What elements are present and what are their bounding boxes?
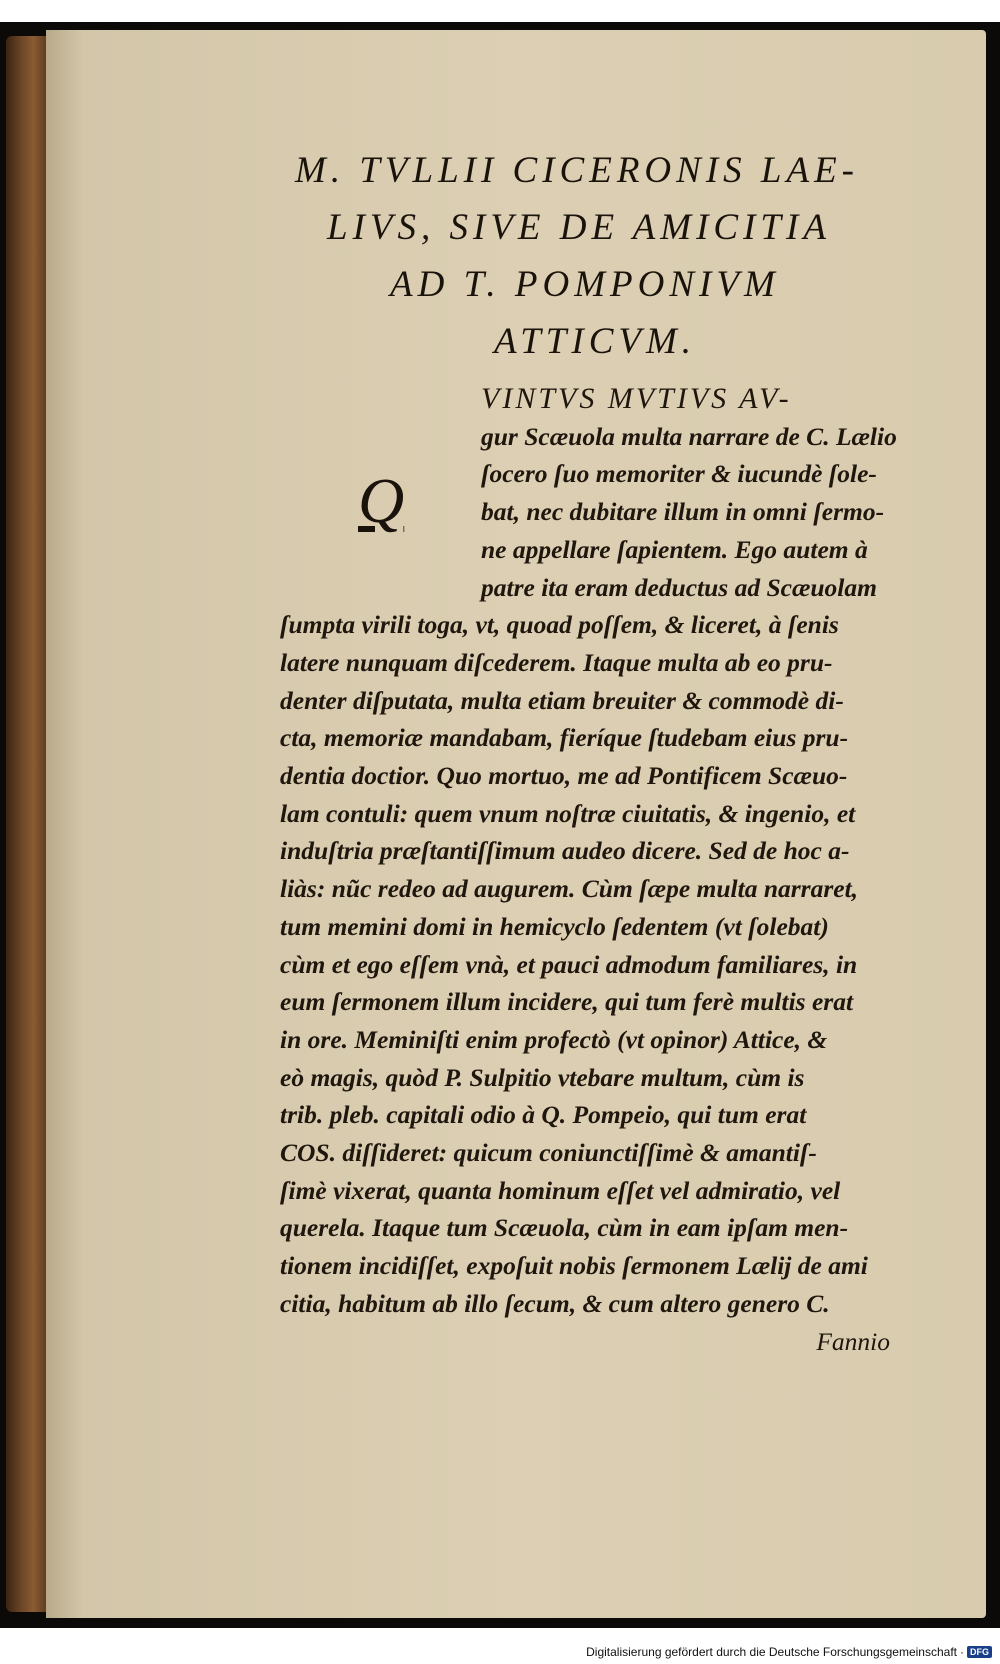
text-line: tum memini domi in hemicyclo ſedentem (vt ſolebat) [280, 911, 829, 941]
body-text [280, 380, 960, 1360]
title-line-4: ATTICVM. [494, 321, 697, 362]
text-line: ſocero ſuo memoriter & iucundè ſole- [481, 459, 877, 489]
title-line-2: LIVS, SIVE DE AMICITIA [327, 207, 831, 248]
text-line: trib. pleb. capitali odio à Q. Pompeio, qui tum erat [280, 1100, 807, 1130]
text-line: VINTVS MVTIVS AV- [481, 382, 792, 415]
text-line: ſumpta virili toga, vt, quoad poſſem, & liceret, à ſenis [280, 610, 839, 640]
text-line: lam contuli: quem vnum noſtræ ciuitatis, & ingenio, et [280, 798, 856, 828]
text-line: ſimè vixerat, quanta hominum eſſet vel admiratio, vel [280, 1175, 841, 1205]
text-line: eum ſermonem illum incidere, qui tum ferè multis erat [280, 987, 854, 1017]
text-line: dentia doctior. Quo mortuo, me ad Pontificem Scæuo- [280, 761, 848, 791]
text-line: ne appellare ſapientem. Ego autem à [481, 534, 868, 564]
credit-text: Digitalisierung gefördert durch die Deutsche Forschungsgemeinschaft [586, 1645, 957, 1659]
text-line: patre ita eram deductus ad Scæuolam [481, 572, 877, 602]
text-line: cta, memoriæ mandabam, fieríque ſtudebam eius pru- [280, 723, 849, 753]
text-line: cùm et ego eſſem vnà, et pauci admodum familiares, in [280, 949, 858, 979]
text-line: bat, nec dubitare illum in omni ſermo- [481, 497, 885, 527]
text-line: eò magis, quòd P. Sulpitio vtebare multum, cùm is [280, 1062, 805, 1092]
text-line: querela. Itaque tum Scæuola, cùm in eam ipſam men- [280, 1213, 849, 1243]
text-line: liàs: nũc redeo ad augurem. Cùm ſæpe multa narraret, [280, 874, 859, 904]
text-line: tionem incidiſſet, expoſuit nobis ſermonem Lælij de ami [280, 1251, 868, 1281]
text-line: gur Scæuola multa narrare de C. Lælio [481, 421, 897, 451]
text-line: induſtria præſtantiſſimum audeo dicere. Sed de hoc a- [280, 836, 850, 866]
catchword: Fannio [816, 1326, 890, 1356]
title-line-3: AD T. POMPONIVM [390, 264, 780, 305]
digitization-credit: Digitalisierung gefördert durch die Deutsche Forschungsgemeinschaft · DFG [586, 1645, 992, 1659]
title-line-1: M. TVLLII CICERONIS LAE- [295, 150, 859, 191]
text-line: denter diſputata, multa etiam breuiter & commodè di- [280, 685, 844, 715]
page-title [250, 142, 970, 370]
text-line: in ore. Meminiſti enim profectò (vt opinor) Attice, & [280, 1024, 828, 1054]
text-line: COS. diſſideret: quicum coniunctiſſimè & amantiſ- [280, 1138, 817, 1168]
text-line: latere nunquam diſcederem. Itaque multa ab eo pru- [280, 647, 833, 677]
text-line: citia, habitum ab illo ſecum, & cum altero genero C. [280, 1288, 830, 1318]
dfg-logo: DFG [967, 1646, 992, 1658]
drop-initial: Q [358, 465, 405, 536]
